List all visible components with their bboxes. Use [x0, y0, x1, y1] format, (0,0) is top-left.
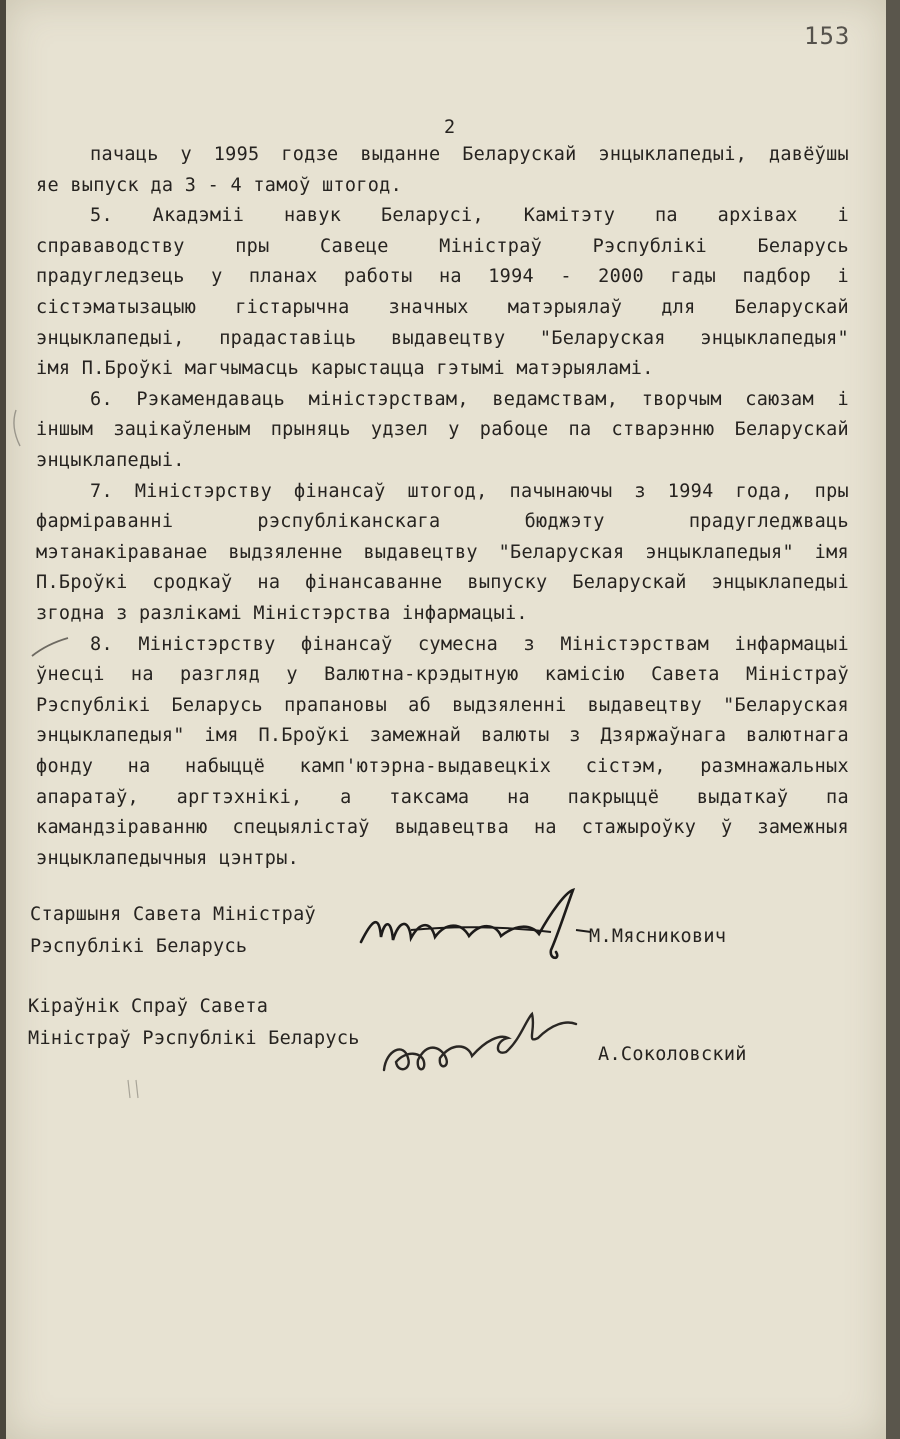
text-line [90, 144, 849, 165]
word: планах [248, 266, 318, 287]
word: матэрыялаў [507, 297, 623, 318]
word: рабоце [479, 419, 549, 440]
word: ведамствам, [492, 389, 619, 410]
word: штогод, [407, 481, 488, 502]
word: удзел [370, 419, 429, 440]
word: Акадэміі [152, 205, 245, 226]
text-line [36, 297, 849, 318]
word: значных [388, 297, 469, 318]
word: 7. [90, 481, 113, 502]
word: выдавецтву [587, 695, 702, 716]
word: мэтанакіраванае [36, 542, 208, 563]
word: і [837, 266, 849, 287]
word: ўнесці [36, 664, 105, 685]
word: П.Броўкі [36, 572, 128, 593]
word: выдзяленні [452, 695, 567, 716]
text-line [36, 664, 849, 685]
page-edge-right [886, 0, 900, 1439]
word: энцыклапедыя" [645, 542, 794, 563]
word: сродкаў [152, 572, 233, 593]
word: гады [670, 266, 717, 287]
signatory-2-title-line-2: Міністраў Рэспублікі Беларусь [28, 1028, 360, 1049]
word: аб [408, 695, 432, 716]
word: года, [735, 481, 793, 502]
word: і [837, 205, 849, 226]
word: Міністэрству [138, 634, 276, 655]
word: выданне [360, 144, 441, 165]
word: у [180, 144, 192, 165]
word: 6. [90, 389, 113, 410]
word: падбор [742, 266, 812, 287]
word: 1995 [213, 144, 260, 165]
signatory-2-name: А.Соколовский [598, 1044, 747, 1065]
word: 1994 [488, 266, 534, 287]
word: размнажальных [700, 756, 849, 777]
word: Міністраў [439, 236, 543, 257]
word: на [507, 787, 530, 808]
word: у [211, 266, 223, 287]
word: выпуску [467, 572, 548, 593]
document-page [6, 0, 886, 1439]
word: камісію [544, 664, 625, 685]
word: з [634, 481, 646, 502]
word: па [568, 419, 592, 440]
word: таксама [389, 787, 470, 808]
text-line [36, 511, 849, 532]
word: гістарычна [235, 297, 350, 318]
word: у [448, 419, 460, 440]
word: пакрыццё [567, 787, 660, 808]
word: для [661, 297, 696, 318]
word: валюты [480, 725, 550, 746]
word: у [286, 664, 298, 685]
word: зацікаўленым [113, 419, 251, 440]
word: "Беларуская [539, 328, 666, 349]
word: Рэспублікі [36, 695, 151, 716]
text-line [36, 572, 849, 593]
word: сістэматызацыю [36, 297, 197, 318]
word: - [560, 266, 572, 287]
word: 2000 [598, 266, 644, 287]
word: Дзяржаўнага [600, 725, 727, 746]
pencil-margin-mark [8, 400, 38, 460]
word: Беларускай [734, 297, 849, 318]
word: на [127, 756, 151, 777]
text-line: імя П.Броўкі магчымасць карыстацца гэтымі матэрыяламі. [36, 358, 654, 379]
word: апаратаў, [36, 787, 139, 808]
word: імя [204, 725, 239, 746]
word: Савеце [320, 236, 389, 257]
word: Беларускай [462, 144, 577, 165]
word: Міністэрству [134, 481, 273, 502]
word: "Беларуская [498, 542, 625, 563]
signatory-1-name: М.Мясникович [589, 926, 727, 947]
text-line: энцыклапедыі. [36, 450, 185, 471]
word: Беларусь [757, 236, 849, 257]
word: 1994 [667, 481, 714, 502]
word: камандзіраванню [36, 817, 208, 838]
word: Рэспублікі [592, 236, 707, 257]
word: і [837, 389, 849, 410]
word: выдаткаў [696, 787, 789, 808]
word: стажыроўку [581, 817, 697, 838]
word: прыняць [270, 419, 351, 440]
word: фонду [36, 756, 94, 777]
word: сістэм, [585, 756, 666, 777]
word: набыццё [185, 756, 266, 777]
word: годзе [281, 144, 339, 165]
word: іншым [36, 419, 94, 440]
word: энцыклапедыі [711, 572, 849, 593]
text-line [36, 542, 849, 563]
word: на [533, 817, 557, 838]
word: разгляд [180, 664, 261, 685]
text-line [36, 787, 849, 808]
text-line [90, 634, 849, 655]
word: саюзам [745, 389, 814, 410]
word: Міністраў [745, 664, 849, 685]
word: пры [235, 236, 270, 257]
word: фінансаў [301, 634, 393, 655]
word: прадугледзець [36, 266, 185, 287]
word: на [130, 664, 154, 685]
word: фінансаў [294, 481, 386, 502]
signature-1-scribble [351, 882, 596, 967]
word: П.Броўкі [258, 725, 350, 746]
word: валютнага [746, 725, 849, 746]
word: з [569, 725, 581, 746]
word: 5. [90, 205, 113, 226]
word: Беларускай [572, 572, 687, 593]
word: энцыклапедыя" [700, 328, 849, 349]
word: "Беларуская [723, 695, 849, 716]
word: выдзяленне [228, 542, 343, 563]
word: работы [343, 266, 413, 287]
word: імя [814, 542, 849, 563]
signature-2-scribble [376, 1000, 596, 1080]
word: справаводству [36, 236, 185, 257]
word: сумесна [417, 634, 499, 655]
word: энцыклапедыя" [36, 725, 185, 746]
word: па [654, 205, 678, 226]
word: энцыклапедыі, [36, 328, 185, 349]
word: 8. [90, 634, 113, 655]
word: рэспубліканскага [257, 511, 441, 532]
word: стварэнню [611, 419, 715, 440]
pencil-check-mark [30, 632, 70, 662]
text-line [90, 389, 849, 410]
word: пачаць [90, 144, 159, 165]
word: выдавецтву [391, 328, 506, 349]
word: творчым [641, 389, 722, 410]
word: прадугледжваць [688, 511, 849, 532]
word: архівах [717, 205, 798, 226]
word: аргтэхнікі, [176, 787, 303, 808]
text-line [90, 481, 849, 502]
word: прадаставіць [219, 328, 357, 349]
word: ў [721, 817, 733, 838]
signatory-2-title-line-1: Кіраўнік Спраў Савета [28, 996, 269, 1017]
pencil-tick-mark [124, 1078, 144, 1100]
text-line [36, 725, 849, 746]
word: спецыялістаў [232, 817, 370, 838]
text-line [36, 756, 849, 777]
word: на [257, 572, 281, 593]
word: Валютна-крэдытную [324, 664, 519, 685]
word: фарміраванні [36, 511, 174, 532]
word: Міністэрствам [560, 634, 710, 655]
word: Беларусі, [380, 205, 484, 226]
word: Беларускай [734, 419, 849, 440]
word: замежныя [757, 817, 849, 838]
word: энцыклапедыі, [598, 144, 748, 165]
word: з [523, 634, 535, 655]
folio-number: 153 [804, 22, 851, 50]
word: міністэрствам, [308, 389, 469, 410]
word: пры [814, 481, 849, 502]
word: Беларусь [171, 695, 263, 716]
text-line [36, 817, 849, 838]
word: пачынаючы [509, 481, 613, 502]
word: а [340, 787, 352, 808]
word: давёўшы [768, 144, 849, 165]
word: па [826, 787, 849, 808]
page-number: 2 [444, 117, 456, 138]
pencil-underline-mark [36, 430, 196, 442]
word: навук [283, 205, 342, 226]
text-line [36, 266, 849, 287]
text-line: яе выпуск да 3 - 4 тамоў штогод. [36, 175, 403, 196]
word: Рэкамендаваць [136, 389, 286, 410]
word: інфармацыі [734, 634, 849, 655]
word: выдавецтву [363, 542, 478, 563]
word: Савета [651, 664, 720, 685]
word: камп'ютэрна-выдавецкіх [299, 756, 552, 777]
word: Камітэту [523, 205, 616, 226]
text-line: энцыклапедычныя цэнтры. [36, 848, 300, 869]
text-line [36, 695, 849, 716]
word: бюджэту [524, 511, 605, 532]
word: прапановы [284, 695, 388, 716]
word: фінансаванне [305, 572, 443, 593]
word: замежнай [369, 725, 462, 746]
text-line [90, 205, 849, 226]
word: выдавецтва [394, 817, 510, 838]
text-line [36, 236, 849, 257]
signatory-1-title-line-1: Старшыня Савета Міністраў [30, 904, 316, 925]
signatory-1-title-line-2: Рэспублікі Беларусь [30, 936, 248, 957]
text-line: згодна з разлікамі Міністэрства інфармацыі. [36, 603, 528, 624]
word: на [438, 266, 462, 287]
text-line [36, 328, 849, 349]
